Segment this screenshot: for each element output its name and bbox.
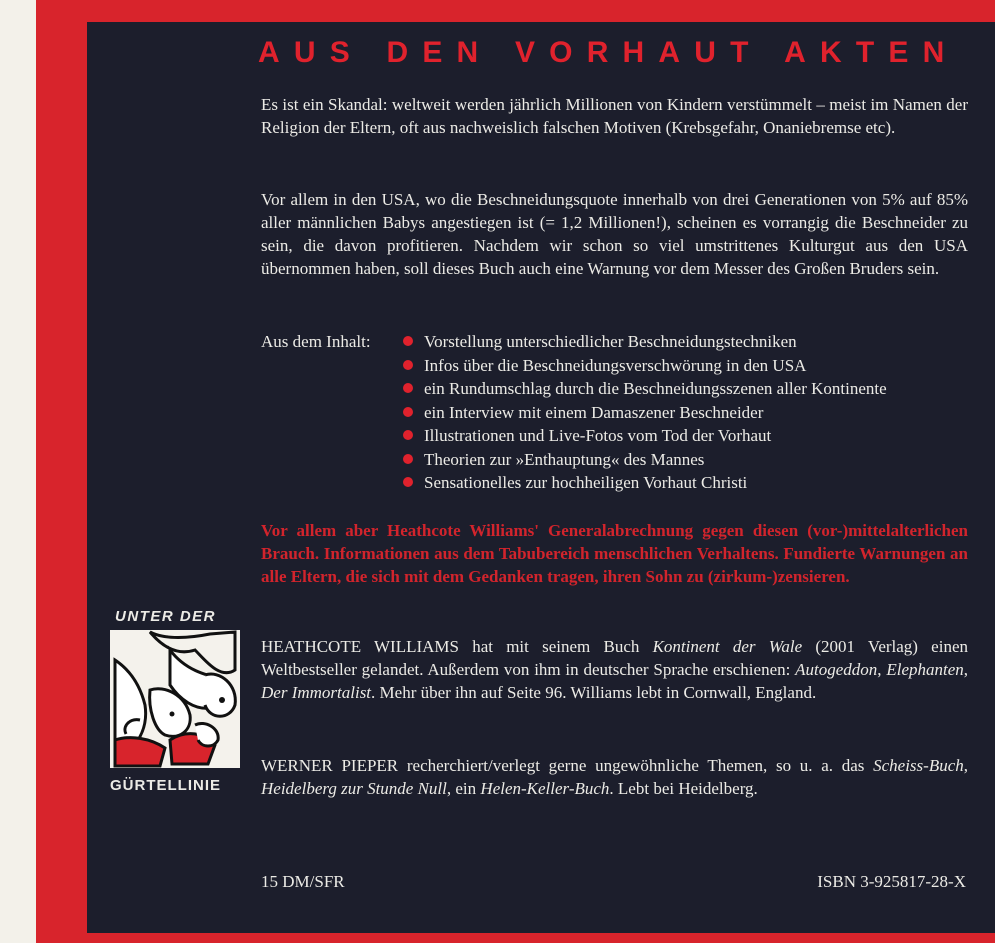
series-logo-bottom: GÜRTELLINIE xyxy=(110,777,221,794)
list-item: Theorien zur »Enthauptung« des Mannes xyxy=(402,448,887,472)
list-item: ein Rundumschlag durch die Beschneidungsszenen aller Kontinente xyxy=(402,377,887,401)
bullet-icon xyxy=(403,407,413,417)
list-item: Vorstellung unterschiedlicher Beschneidungstechniken xyxy=(402,330,887,354)
list-item: Sensationelles zur hochheiligen Vorhaut Christi xyxy=(402,471,887,495)
bullet-icon xyxy=(403,336,413,346)
list-item: ein Interview mit einem Damaszener Beschneider xyxy=(402,401,887,425)
spine-strip xyxy=(0,0,36,943)
bullet-icon xyxy=(403,477,413,487)
contents-label: Aus dem Inhalt: xyxy=(261,332,371,351)
highlight-paragraph: Vor allem aber Heathcote Williams' Generalabrechnung gegen diesen (vor-)mittelalterlichen Brauch. Informationen aus dem Tabubereich menschlichen Verhaltens. Fundierte Warnungen an alle Eltern, die sich mit dem Gedanken tragen, ihren Sohn zu (zirkum-)zensieren. xyxy=(261,521,968,586)
bullet-icon xyxy=(403,383,413,393)
author-bio-pieper: WERNER PIEPER recherchiert/verlegt gerne ungewöhnliche Themen, so u. a. das Scheiss-Buch, Heidelberg zur Stunde Null, ein Helen-Keller-Buch. Lebt bei Heidelberg. xyxy=(261,756,968,798)
author-bio-williams: HEATHCOTE WILLIAMS hat mit seinem Buch Kontinent der Wale (2001 Verlag) einen Weltbestseller gelandet. Außerdem von ihm in deutscher Sprache erschienen: Autogeddon, Elephanten, Der Immortalist. Mehr über ihn auf Seite 96. Williams lebt in Cornwall, England. xyxy=(261,637,969,702)
usa-paragraph: Vor allem in den USA, wo die Beschneidungsquote innerhalb von drei Generationen von 5% auf 85% aller männlichen Babys angestiegen ist (= 1,2 Millionen!), scheinen es vorrangig die Beschneider zu sein, die davon profitieren. Nachdem wir schon so viel umstrittenes Kulturgut aus den USA übernommen haben, soll dieses Buch auch eine Warnung vor dem Messer des Großen Bruders sein. xyxy=(261,190,968,278)
bullet-icon xyxy=(403,454,413,464)
intro-paragraph: Es ist ein Skandal: weltweit werden jährlich Millionen von Kindern verstümmelt – meist im Namen der Religion der Eltern, oft aus nachweislich falschen Motiven (Krebsgefahr, Onaniebremse etc). xyxy=(261,95,968,137)
isbn-label: ISBN 3-925817-28-X xyxy=(817,872,966,891)
contents-list xyxy=(402,330,887,495)
bullet-icon xyxy=(403,430,413,440)
list-item: Illustrationen und Live-Fotos vom Tod der Vorhaut xyxy=(402,424,887,448)
cartoon-figure-icon xyxy=(110,630,240,768)
book-title: AUS DEN VORHAUT AKTEN xyxy=(258,36,959,69)
series-logo-top: UNTER DER xyxy=(115,608,217,625)
list-item: Infos über die Beschneidungsverschwörung in den USA xyxy=(402,354,887,378)
bullet-icon xyxy=(403,360,413,370)
price-label: 15 DM/SFR xyxy=(261,872,345,891)
